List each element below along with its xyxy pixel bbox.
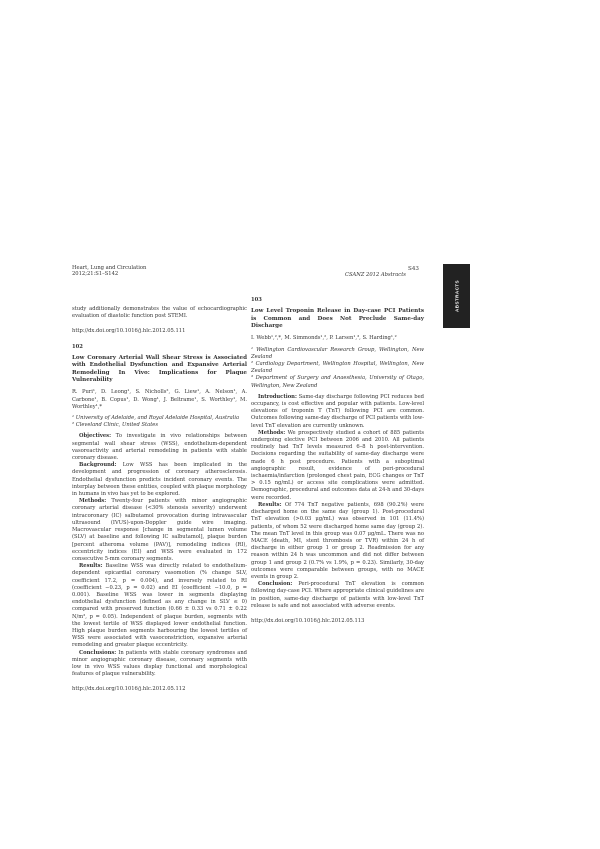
affiliation: ² Cleveland Clinic, United States [72, 422, 159, 429]
section-text: Peri-procedural TnT elevation is common following day-case PCI. Where appropriate clinical guidelines are in position, same-day discharge of patients with low-level TnT release is safe and not associated with adverse events. [251, 581, 424, 609]
section-text: Baseline WSS was directly related to endothelium-dependent epicardial coronary vasomotion (% change SLV, coefficient 17.2, p = 0.004), and inversely related to RI (coefficient −0.23, p = 0.02) and EI (coefficient −10.0, p = 0.001). Baseline WSS was lower in segments displaying endothelial dysfunction (defined as any change in SLV ≤ 0) compared with preserved function (0.66 ± 0.33 vs 0.71 ± 0.22 N/m², p = 0.05). Independent of plaque burden, segments with the lowest tertile of WSS displayed lower endothelial function. High plaque burden segments harbouring the lowest tertiles of WSS were associated with vasoconstriction, expansive arterial remodeling and greater plaque eccentricity. [72, 563, 247, 649]
left-column [72, 306, 247, 702]
running-title: CSANZ 2012 Abstracts [345, 272, 406, 278]
affiliation: ¹ Wellington Cardiovascular Research Group, Wellington, New Zealand [251, 346, 424, 360]
doi-link[interactable]: http://dx.doi.org/10.1016/j.hlc.2012.05.113 [251, 617, 365, 624]
previous-doi-link[interactable]: http://dx.doi.org/10.1016/j.hlc.2012.05.111 [72, 328, 186, 335]
right-column [251, 297, 424, 633]
section-tab [443, 264, 470, 328]
section-label: Introduction: [258, 393, 297, 400]
doi-link[interactable]: http://dx.doi.org/10.1016/j.hlc.2012.05.112 [72, 686, 186, 693]
section-objectives [72, 433, 247, 462]
journal-header [72, 265, 146, 278]
section-text: We prospectively studied a cohort of 885 patients undergoing elective PCI between 2006 and 2010. All patients routinely had TnT levels measured 6–8 h post-intervention. Decisions regarding the suitability of same-day discharge were made 6 h post procedure. Patients with a suboptimal angiographic result, evidence of peri-procedural ischaemia/infarction (prolonged chest pain, ECG changes or TnT > 0.15 ng/mL) or access site complications were admitted. Demographic, procedural and outcomes data at 24-h and 30-days were recorded. [251, 429, 424, 501]
section-text: Of 774 TnT negative patients, 698 (90.2%) were discharged home on the same day (group 1). Post-procedural TnT elevation (>0.03 μg/mL) was observed in 101 (11.4%) patients, of whom 52 were discharged home same day (group 2). The mean TnT level in this group was 0.07 μg/mL. There was no MACE (death, MI, stent thrombosis or TVR) within 24 h of discharge in either group 1 or group 2. Readmission for any reason within 24 h was uncommon and did not differ between group 1 and group 2 (0.7% vs 1.9%, p = 0.23). Similarly, 30-day outcomes were comparable between groups, with no MACE events in group 2. [251, 501, 424, 580]
section-introduction [251, 394, 424, 430]
section-tab-label: ABSTRACTS [454, 280, 459, 312]
section-label: Results: [258, 501, 282, 508]
section-label: Background: [79, 462, 117, 469]
abstract-authors: I. Webb¹,²,*, M. Simmonds¹,², P. Larsen¹,³, S. Harding¹,² [251, 335, 397, 342]
abstract-number: 102 [72, 343, 83, 350]
section-label: Objectives: [79, 433, 111, 440]
abstract-authors: R. Puri¹, D. Leong¹, S. Nicholls², G. Liew¹, A. Nelson¹, A. Carbone¹, B. Copus¹, D. Wong¹, J. Beltrame¹, S. Worthley¹, M. Worthley¹,* [72, 389, 247, 410]
affiliation: ² Cardiology Department, Wellington Hospital, Wellington, New Zealand [251, 361, 424, 375]
abstract-title: Low Coronary Arterial Wall Shear Stress is Associated with Endothelial Dysfunction and Expansive Arterial Remodeling In Vivo: Implications for Plaque Vulnerability [72, 354, 247, 384]
abstract-title: Low Level Troponin Release in Day-case PCI Patients is Common and Does Not Preclude Same-day Discharge [251, 308, 424, 330]
previous-abstract-tail: study additionally demonstrates the value of echocardiographic evaluation of diastolic function post STEMI. [72, 306, 247, 320]
page-number: S43 [408, 266, 419, 272]
section-methods [72, 498, 247, 563]
section-label: Methods: [258, 429, 286, 436]
affiliations [251, 347, 424, 390]
abstract-number: 103 [251, 297, 262, 303]
section-results [251, 502, 424, 581]
section-text: Low WSS has been implicated in the development and progression of coronary atherosclerosis. Endothelial dysfunction predicts incident coronary events. The interplay between these entities, coupled with plaque morphology in humans in vivo has yet to be explored. [72, 462, 247, 498]
section-methods [251, 430, 424, 502]
section-conclusion [251, 581, 424, 610]
section-text: Same-day discharge following PCI reduces bed occupancy, is cost effective and popular with patients. Low-level elevations of troponin T (TnT) following PCI are common. Outcomes following same-day discharge of PCI patients with low-level TnT elevation are currently unknown. [251, 393, 424, 429]
section-background [72, 462, 247, 498]
section-label: Results: [79, 563, 103, 570]
section-conclusions [72, 650, 247, 679]
section-label: Conclusions: [79, 649, 117, 656]
section-text: To investigate in vivo relationships between segmental wall shear stress (WSS), endothelium-dependent vasoreactivity and arterial remodeling in patients with stable coronary disease. [72, 433, 247, 462]
section-text: Twenty-four patients with minor angiographic coronary arterial disease (<30% stenosis severity) underwent intracoronary (IC) salbutamol provocation during intravascular ultrasound (IVUS)-upon-Doppler guide wire imaging. Macrovascular response [change in segmental lumen volume (SLV) at baseline and following IC salbutamol], plaque burden [percent atheroma volume (PAV)], remodeling indices (RI), eccentricity indices (EI) and WSS were evaluated in 172 consecutive 5-mm coronary segments. [72, 498, 247, 562]
journal-name: Heart, Lung and Circulation [72, 265, 147, 271]
journal-volume: 2012;21:S1–S142 [72, 271, 119, 278]
affiliations [72, 415, 247, 429]
affiliation: ¹ University of Adelaide, and Royal Adelaide Hospital, Australia [72, 415, 240, 422]
affiliation: ³ Department of Surgery and Anaesthesia, University of Otago, Wellington, New Zealand [251, 375, 424, 389]
section-results [72, 563, 247, 649]
section-text: In patients with stable coronary syndromes and minor angiographic coronary disease, coronary segments with low in vivo WSS values display functional and morphological features of plaque vulnerability. [72, 649, 247, 678]
section-label: Methods: [79, 498, 107, 505]
section-label: Conclusion: [258, 581, 293, 588]
